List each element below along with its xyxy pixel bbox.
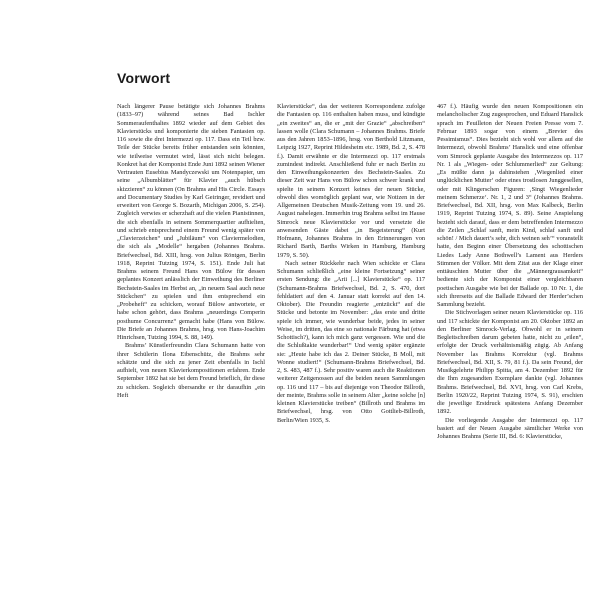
text-column-3 <box>437 103 583 441</box>
paragraph: Brahms’ Künstlerfreundin Clara Schumann hatte von ihrer Schülerin Ilona Eibenschütz, die Brahms sehr schätzte und die sich zu jener Zeit ebenfalls in Ischl aufhielt, von neuen Klavierkompositionen erfahren. Ende September 1892 hat sie bei dem Freund brieflich, ihr diese zu schicken. Sogleich übersandte er ihr daraufhin „ein Heft <box>117 342 265 399</box>
page-title: Vorwort <box>117 70 171 86</box>
paragraph: 467 f.). Häufig wurde den neuen Kompositionen ein melancholischer Zug zugesprochen, und Eduard Hanslick sprach im Feuilleton der Neuen Freien Presse vom 7. Februar 1893 sogar von einem „Brevier des Pessimismus“. Dies bezieht sich wohl vor allem auf die Intermezzi, obwohl Brahms’ Hanslick und eine offenbar vom Simrock geplante Ausgabe des Intermezzos op. 117 Nr. 1 als „Wiegen- oder Schlummerlied“ zur Geltung: „Es müßte dann ja dahinstehen ‚Wiegenlied einer unglücklichen Mutter‘ oder eines trostlosen Junggesellen, oder mit Klingerschen Figuren: ‚Singt Wiegenlieder meinem Schmerze‘. Nr. 1, 2 und 3“ (Johannes Brahms. Briefwechsel, Bd. XII, hrsg. von Max Kalbeck, Berlin 1919, Reprint Tutzing 1974, S. 89). Seine Anspielung bezieht sich darauf, dass er dem betreffenden Intermezzo die Zeilen „Schlaf sanft, mein Kind, schlaf sanft und schön! / Mich dauert’s sehr, dich weinen seh’“ voranstellt hatte, den Beginn einer Übersetzung des schottischen Liedes Lady Anne Bothwell’s Lament aus Herders Stimmen der Völker. Mit dem Zitat aus der Klage einer enttäuschten Mutter über die „Männergrausamkeit“ bediente sich der Komponist einer vergleichbaren poetischen Ausgabe wie bei der Ballade op. 10 Nr. 1, die sich ihrerseits auf die Ballade Edward der Herder’schen Sammlung bezieht. <box>437 103 583 308</box>
text-column-1 <box>117 103 265 400</box>
paragraph: Klavierstücke“, das der weiteren Korrespondenz zufolge die Fantasien op. 116 enthalten haben muss, und kündigte „ein zweites“ an, die er „mit der Grazie“ „abschreiben“ lassen wolle (Clara Schumann – Johannes Brahms. Briefe aus den Jahren 1853–1896, hrsg. von Berthold Litzmann, Leipzig 1927, Reprint Hildesheim etc. 1989, Bd. 2, S. 478 f.). Damit erwähnte er die Intermezzi op. 117 erstmals zumindest indirekt. Anschließend fuhr er nach Berlin zu den Einweihungskonzerten des Bechstein-Saales. Zu dieser Zeit war Hans von Bülow schon schwer krank und spielte in seinem Konzert keines der neuen Stücke, obwohl dies womöglich geplant war, wie Notizen in der Allgemeinen Deutschen Musik-Zeitung vom 19. und 26. August nahelegen. Immerhin trug Brahms selbst im Hause Simrock neue Klavierstücke vor und versetzte die anwesenden Gäste dabei „in Begeisterung“ (Kurt Hofmann, Johannes Brahms in den Erinnerungen von Richard Barth, Barths Wirken in Hamburg, Hamburg 1979, S. 50). <box>277 103 425 259</box>
paragraph: Die Stichvorlagen seiner neuen Klavierstücke op. 116 und 117 schickte der Komponist am 20. Oktober 1892 an den Berliner Simrock-Verlag. Obwohl er in seinem Begleitschreiben darum gebeten hatte, nicht zu „eilen“, erfolgte der Druck verhältnismäßig zügig. Ab Anfang November las Brahms Korrektur (vgl. Brahms Briefwechsel, Bd. XII, S. 79, 81 f.). Da sein Freund, der Musikgelehrte Philipp Spitta, am 4. Dezember 1892 für die Ihm zugesandten Exemplare dankte (vgl. Johannes Brahms. Briefwechsel, Bd. XVI, hrsg. von Carl Krebs, Berlin 1920/22, Reprint Tutzing 1974, S. 91), erschien die jeweilige Erstdruck spätestens Anfang Dezember 1892. <box>437 309 583 416</box>
paragraph: Nach längerer Pause betätigte sich Johannes Brahms (1833–97) während seines Bad Ischler Sommeraufenthaltes 1892 wieder auf dem Gebiet des Klavierstücks und komponierte die sieben Fantasien op. 116 sowie die drei Intermezzi op. 117. Dass ein Teil bzw. Teile der Stücke bereits früher entstanden sein könnten, wie teilweise vermutet wird, lässt sich nicht belegen. Konkret hat der Komponist Ende Juni 1892 seinen Wiener Vertrauten Eusebius Mandyczewski um Notenpapier, um seine „Albumblätter“ für Klavier „auch hübsch skizzieren“ zu können (On Brahms and His Circle. Essays and Documentary Studies by Karl Geiringer, revidiert und erweitert von George S. Bozarth, Michigan 2006, S. 254). Zugleich verwies er scherzhaft auf die vielen Pianistinnen, die sich ebenfalls in seinem Sommerquartier aufhielten, und schrieb entsprechend einem Freund wenig später von „Clavierzeichen“ und „Jubiläum“ von Claviermelodien, die sich als „Modelle“ hergaben (Johannes Brahms. Briefwechsel, Bd. XIII, hrsg. von Julius Röntgen, Berlin 1918, Reprint Tutzing 1974, S. 151). Ende Juli hat Brahms seinem Freund Hans von Bülow für dessen geplantes Konzert anlässlich der Einweihung des Berliner Bechstein-Saales im Herbst an, „in neuem Saal auch neue Stückchen“ zu spielen und ihm entsprechend ein „Probeheft“ zu schicken, worauf Bülow antwortete, er habe schon gehört, dass Brahms „neuerdings Comperin posthume Concurrenz“ gemacht habe (Hans von Bülow. Die Briefe an Johannes Brahms, hrsg. von Hans-Joachim Hinrichsen, Tutzing 1994, S. 88, 149). <box>117 103 265 341</box>
text-column-2 <box>277 103 425 425</box>
paragraph: Die vorliegende Ausgabe der Intermezzi op. 117 basiert auf der Neuen Ausgabe sämtlicher Werke von Johannes Brahms (Serie III, Bd. 6: Klavierstücke, <box>437 416 583 440</box>
paragraph: Nach seiner Rückkehr nach Wien schickte er Clara Schumann schließlich „eine kleine Fortsetzung“ seiner ersten Sendung: die „Arii [...] Klavierstücke“ op. 117 (Schumann-Brahms Briefwechsel, Bd. 2, S. 470, dort fehldatiert auf den 4. Januar statt korrekt auf den 14. Oktober). Die Freundin reagierte „entzückt“ auf die Stücke und betonte im November: „das erste und dritte spiele ich immer, wie wunderbar beide, jedes in seiner Weise, im dritten, das eine so nationale Färbung hat (etwa Schottisch?), kann ich mich ganz vergessen. Wie und die die Schlußtakte wunderbar!“ Und wenig später ergänzte sie: „Heute habe ich das 2. Deiner Stücke, B Moll, mit Wonne studiert!“ (Schumann-Brahms Briefwechsel, Bd. 2, S. 483, 487 f.). Sehr positiv waren auch die Reaktionen weiterer Zeitgenossen auf die beiden neuen Sammlungen op. 116 und 117 – bis auf diejenige von Theodor Billroth, der meinte, Brahms solle in seinem Alter „keine solche [n] kleinen Klavierstücke treiben“ (Billroth und Brahms im Briefwechsel, hrsg. von Otto Gottlieb-Billroth, Berlin/Wien 1935, S. <box>277 259 425 424</box>
